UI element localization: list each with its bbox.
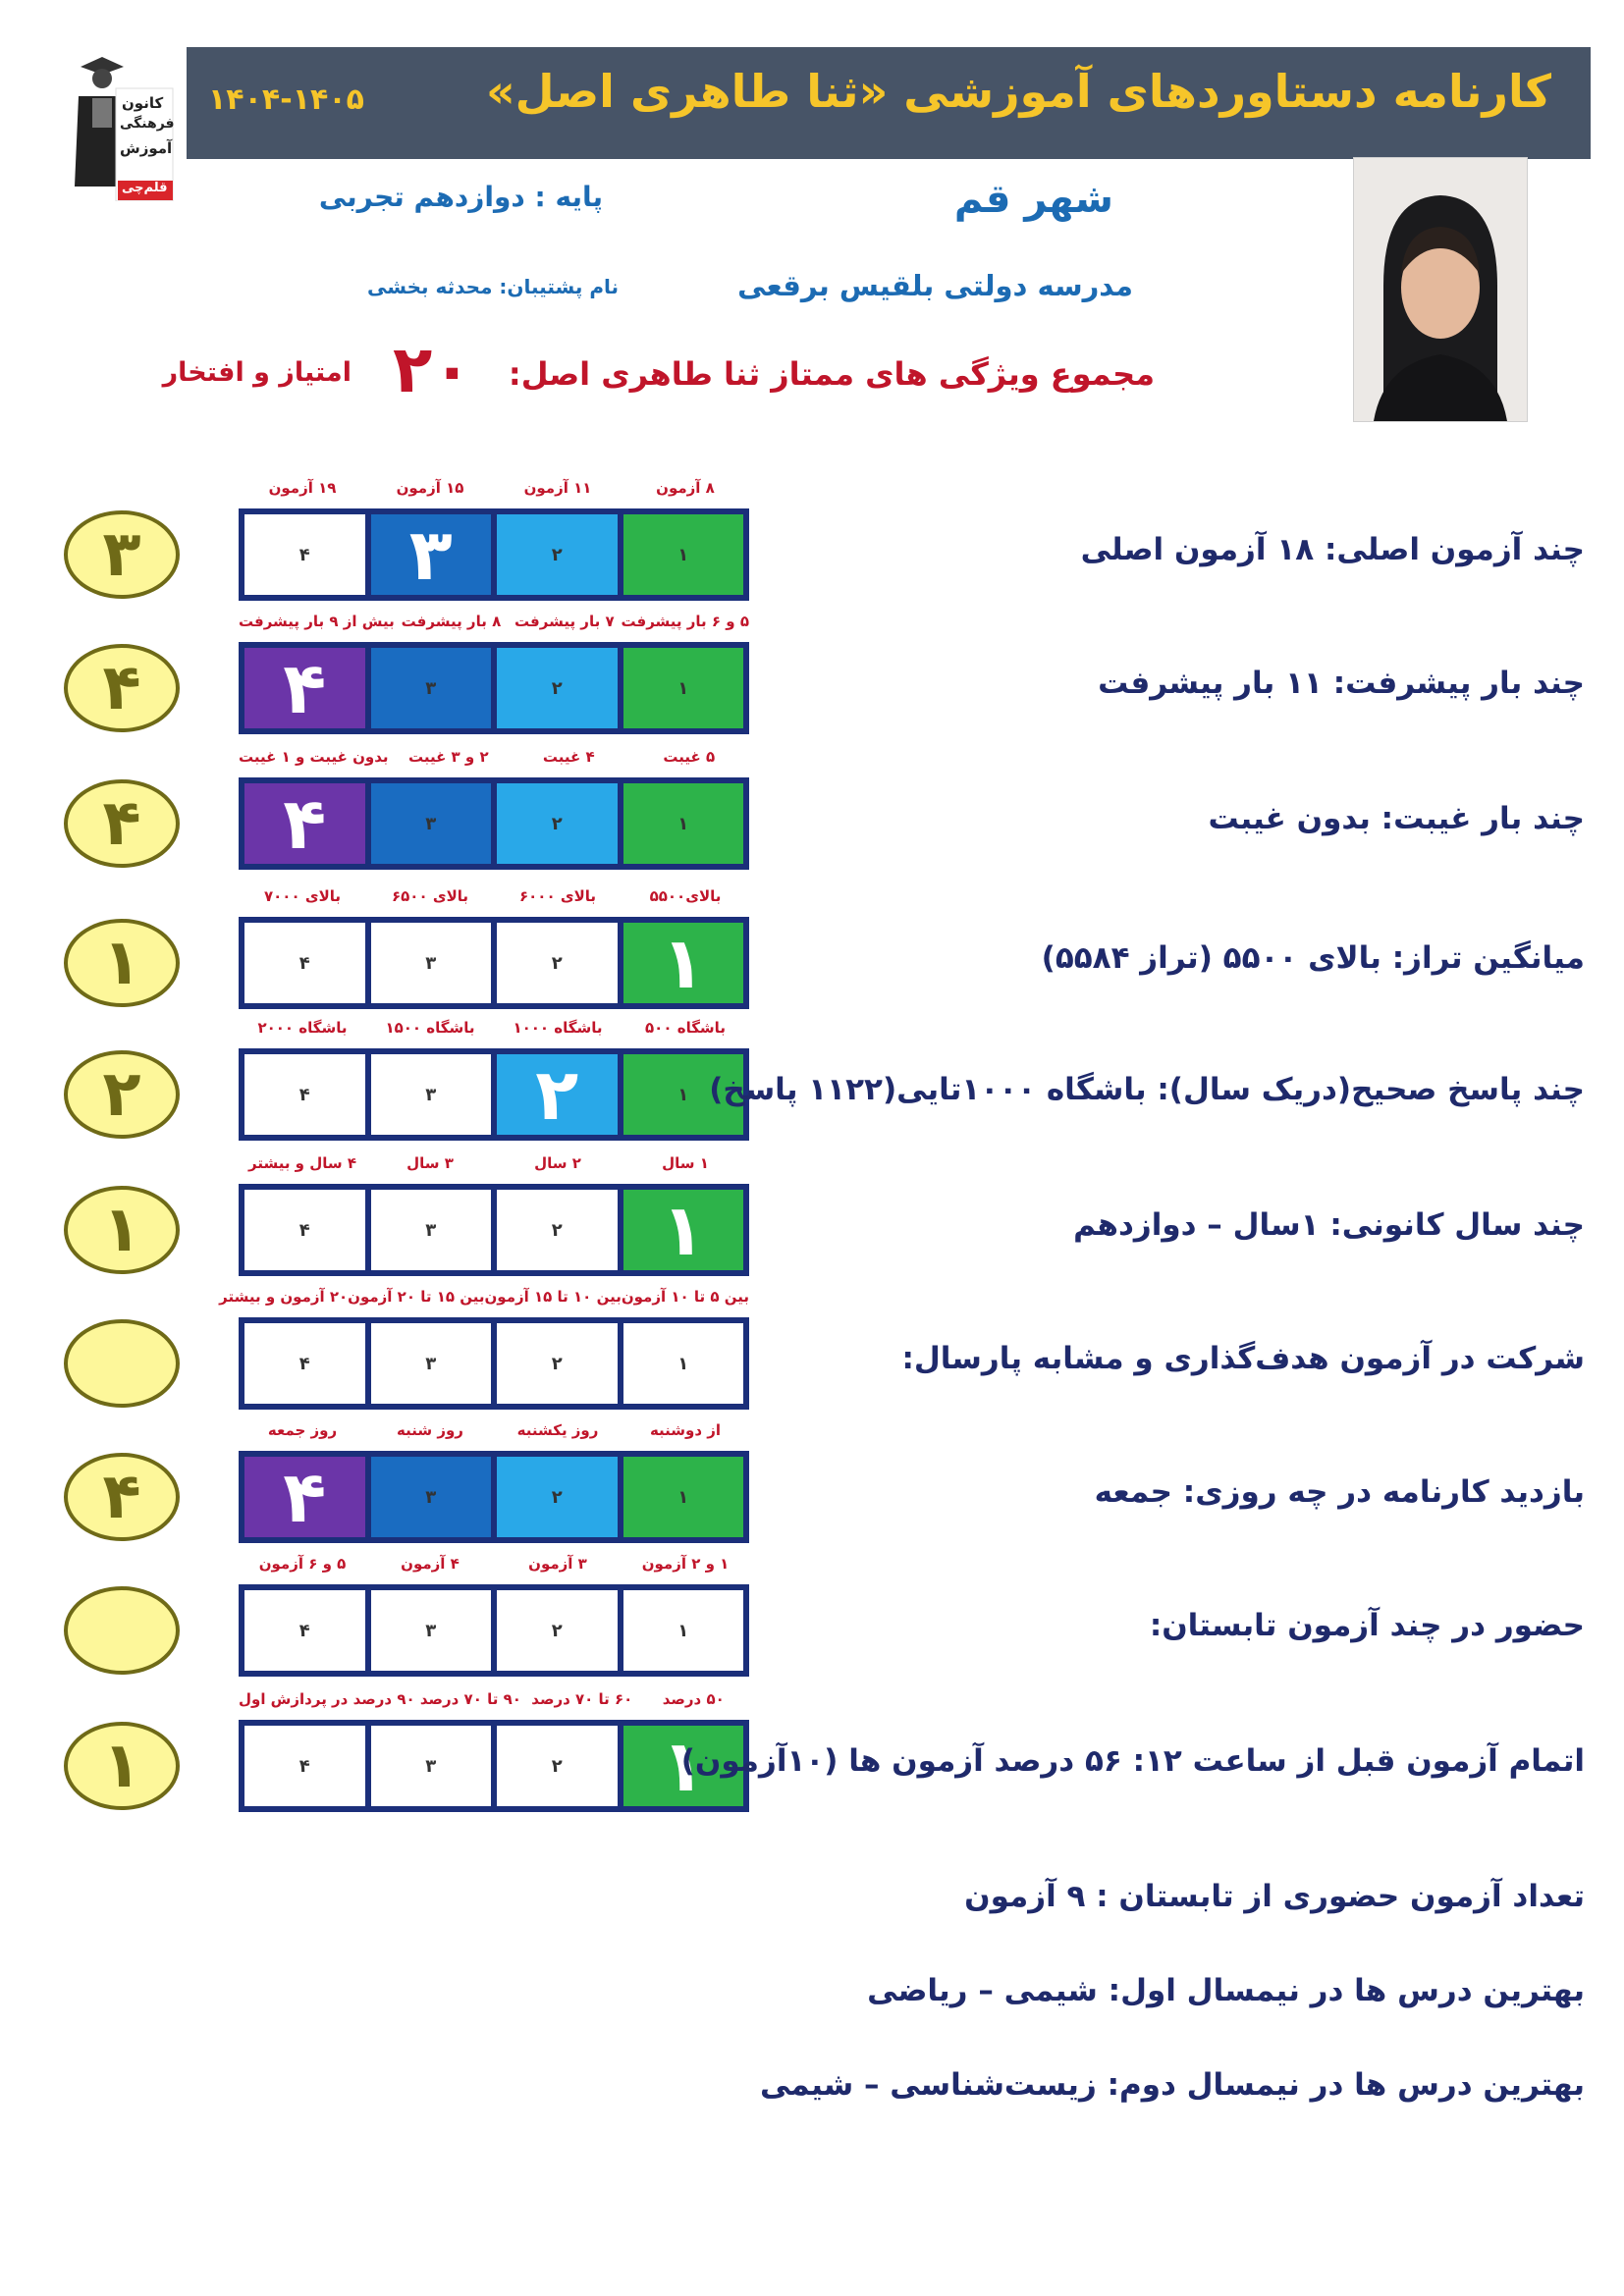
student-photo (1353, 157, 1528, 422)
level-caption: ۷ بار پیشرفت (514, 613, 615, 630)
row-captions (239, 887, 749, 905)
level-caption: بین ۱۵ تا ۲۰ آزمون (348, 1288, 485, 1306)
level-cell-1: ۱ (623, 1590, 744, 1671)
level-cell-1: ۱ (623, 648, 744, 728)
row-captions (239, 1154, 749, 1172)
summer-exam-count: تعداد آزمون حضوری از تابستان : ۹ آزمون (964, 1879, 1585, 1914)
level-caption: ۲۰ آزمون و بیشتر (219, 1288, 349, 1306)
level-caption: بیش از ۹ بار پیشرفت (239, 613, 395, 630)
level-caption: باشگاه ۱۵۰۰ (385, 1019, 475, 1037)
level-cell-2: ۲ (497, 1323, 618, 1404)
level-cell-3: ۳ (371, 1590, 492, 1671)
level-cell-3: ۳ (371, 1054, 492, 1135)
criterion-label: حضور در چند آزمون تابستان: (1149, 1608, 1585, 1643)
supporter-name: نام پشتیبان: محدثه بخشی (367, 275, 619, 298)
score-badge: ۱ (64, 919, 180, 1007)
level-caption: ۵۰ درصد (662, 1690, 725, 1708)
level-cell-2: ۲ (497, 783, 618, 864)
logo-line-4: قلم‌چی (122, 181, 168, 195)
criterion-label: میانگین تراز: بالای ۵۵۰۰ (تراز ۵۵۸۴) (1041, 940, 1585, 976)
level-cell-3: ۳ (371, 1457, 492, 1537)
level-caption: باشگاه ۱۰۰۰ (513, 1019, 603, 1037)
academic-years: ۱۴۰۴-۱۴۰۵ (208, 82, 364, 117)
level-caption: ۵ غیبت (663, 748, 716, 766)
level-caption: ۲ سال (534, 1154, 581, 1172)
level-cell-4: ۴ (244, 1190, 365, 1270)
level-caption: روز شنبه (397, 1421, 463, 1439)
level-caption: ۱ و ۲ آزمون (641, 1555, 730, 1573)
level-cell-1: ۱ (623, 1054, 744, 1135)
logo-line-2: فرهنگی (120, 116, 175, 132)
report-title: کارنامه دستاوردهای آموزشی «ثنا طاهری اصل» (485, 65, 1551, 118)
header-band (187, 47, 1591, 159)
level-cell-3: ۳ (371, 783, 492, 864)
level-grid (239, 1184, 749, 1276)
row-captions (239, 479, 749, 497)
level-grid (239, 917, 749, 1009)
level-grid (239, 1451, 749, 1543)
level-cell-2: ۲ (497, 1457, 618, 1537)
level-grid (239, 1048, 749, 1141)
score-badge (64, 1319, 180, 1408)
level-caption: بین ۵ تا ۱۰ آزمون (621, 1288, 749, 1306)
level-caption: روز جمعه (267, 1421, 338, 1439)
level-cell-3: ۳ (371, 514, 492, 595)
row-captions (239, 1421, 749, 1439)
score-badge: ۴ (64, 644, 180, 732)
score-badge: ۳ (64, 510, 180, 599)
level-caption: ۵ و ۶ بار پیشرفت (621, 613, 749, 630)
criterion-label: شرکت در آزمون هدف‌گذاری و مشابه پارسال: (901, 1341, 1585, 1376)
level-cell-2: ۲ (497, 648, 618, 728)
level-caption: ۴ آزمون (401, 1555, 460, 1573)
score-badge: ۱ (64, 1186, 180, 1274)
level-cell-4: ۴ (244, 1457, 365, 1537)
best-subjects-first-term: بهترین درس ها در نیمسال اول: شیمی – ریاضی (867, 1973, 1585, 2008)
best-subjects-second-term: بهترین درس ها در نیمسال دوم: زیست‌شناسی – شیمی (759, 2067, 1585, 2103)
level-grid (239, 777, 749, 870)
level-cell-2: ۲ (497, 1190, 618, 1270)
kanoon-logo (59, 49, 175, 201)
level-caption: ۹۰ درصد در پردازش اول (238, 1690, 415, 1708)
level-caption: ۱۱ آزمون (523, 479, 592, 497)
level-caption: باشگاه ۵۰۰ (645, 1019, 726, 1037)
level-caption: ۴ سال و بیشتر (247, 1154, 357, 1172)
level-caption: ۸ آزمون (656, 479, 715, 497)
row-captions (239, 1555, 749, 1573)
level-grid (239, 508, 749, 601)
criterion-label: چند پاسخ صحیح(دریک سال): باشگاه ۱۰۰۰تایی(۱۱۲۲ پاسخ) (709, 1072, 1585, 1107)
level-grid (239, 642, 749, 734)
level-grid (239, 1317, 749, 1410)
level-caption: ۲ و ۳ غیبت (407, 748, 489, 766)
city: شهر قم (953, 177, 1113, 222)
level-caption: ۵ و ۶ آزمون (258, 1555, 347, 1573)
level-cell-2: ۲ (497, 923, 618, 1003)
level-caption: بین ۱۰ تا ۱۵ آزمون (484, 1288, 622, 1306)
row-captions (239, 613, 749, 630)
level-cell-1: ۱ (623, 1726, 744, 1806)
score-badge: ۴ (64, 1453, 180, 1541)
level-caption: بدون غیبت و ۱ غیبت (239, 748, 389, 766)
level-caption: ۱۹ آزمون (268, 479, 337, 497)
level-cell-4: ۴ (244, 923, 365, 1003)
criterion-label: چند بار پیشرفت: ۱۱ بار پیشرفت (1098, 666, 1585, 701)
level-caption: ۱۵ آزمون (396, 479, 464, 497)
level-cell-1: ۱ (623, 1190, 744, 1270)
total-suffix: امتیاز و افتخار (162, 357, 352, 388)
level-cell-1: ۱ (623, 1457, 744, 1537)
level-cell-4: ۴ (244, 1323, 365, 1404)
level-grid (239, 1584, 749, 1677)
criterion-label: اتمام آزمون قبل از ساعت ۱۲: ۵۶ درصد آزمون ها (۱۰آزمون) (680, 1743, 1585, 1779)
criterion-label: چند بار غیبت: بدون غیبت (1208, 801, 1585, 836)
level-caption: باشگاه ۲۰۰۰ (257, 1019, 348, 1037)
total-value: ۲۰ (393, 332, 472, 407)
level-caption: ۱ سال (662, 1154, 709, 1172)
level-caption: بالای۵۵۰۰ (649, 887, 722, 905)
level-caption: ۳ آزمون (528, 1555, 587, 1573)
level-caption: روز یکشنبه (516, 1421, 599, 1439)
level-cell-3: ۳ (371, 1323, 492, 1404)
total-label: مجموع ویژگی های ممتاز ثنا طاهری اصل: (508, 355, 1155, 393)
level-cell-1: ۱ (623, 1323, 744, 1404)
level-cell-2: ۲ (497, 1726, 618, 1806)
level-caption: بالای ۶۰۰۰ (518, 887, 597, 905)
level-caption: ۹۰ تا ۷۰ درصد (419, 1690, 521, 1708)
level-cell-4: ۴ (244, 1726, 365, 1806)
level-cell-4: ۴ (244, 783, 365, 864)
level-cell-2: ۲ (497, 1590, 618, 1671)
level-caption: ۳ سال (406, 1154, 454, 1172)
level-cell-3: ۳ (371, 648, 492, 728)
row-captions (239, 1690, 749, 1708)
score-badge (64, 1586, 180, 1675)
logo-line-3: آموزش (120, 139, 173, 157)
level-cell-3: ۳ (371, 1190, 492, 1270)
level-caption: ۸ بار پیشرفت (401, 613, 502, 630)
criterion-label: چند سال کانونی: ۱سال – دوازدهم (1073, 1207, 1585, 1243)
level-cell-3: ۳ (371, 923, 492, 1003)
grade: پایه : دوازدهم تجربی (318, 181, 603, 213)
row-captions (239, 1019, 749, 1037)
level-cell-1: ۱ (623, 923, 744, 1003)
score-badge: ۱ (64, 1722, 180, 1810)
level-cell-3: ۳ (371, 1726, 492, 1806)
row-captions (239, 748, 749, 766)
level-caption: از دوشنبه (649, 1421, 722, 1439)
row-captions (219, 1288, 749, 1306)
level-cell-1: ۱ (623, 514, 744, 595)
level-caption: بالای ۷۰۰۰ (263, 887, 342, 905)
level-cell-4: ۴ (244, 1590, 365, 1671)
level-grid (239, 1720, 749, 1812)
school-name: مدرسه دولتی بلقیس برقعی (737, 269, 1133, 302)
level-cell-4: ۴ (244, 648, 365, 728)
criterion-label: بازدید کارنامه در چه روزی: جمعه (1094, 1474, 1585, 1510)
score-badge: ۲ (64, 1050, 180, 1139)
level-cell-1: ۱ (623, 783, 744, 864)
level-cell-2: ۲ (497, 514, 618, 595)
logo-line-1: کانون (122, 94, 164, 112)
level-cell-4: ۴ (244, 1054, 365, 1135)
portrait-icon (1354, 158, 1527, 421)
level-cell-4: ۴ (244, 514, 365, 595)
score-badge: ۴ (64, 779, 180, 868)
level-caption: ۶۰ تا ۷۰ درصد (531, 1690, 633, 1708)
level-cell-2: ۲ (497, 1054, 618, 1135)
criterion-label: چند آزمون اصلی: ۱۸ آزمون اصلی (1080, 532, 1585, 567)
level-caption: بالای ۶۵۰۰ (391, 887, 469, 905)
level-caption: ۴ غیبت (542, 748, 595, 766)
